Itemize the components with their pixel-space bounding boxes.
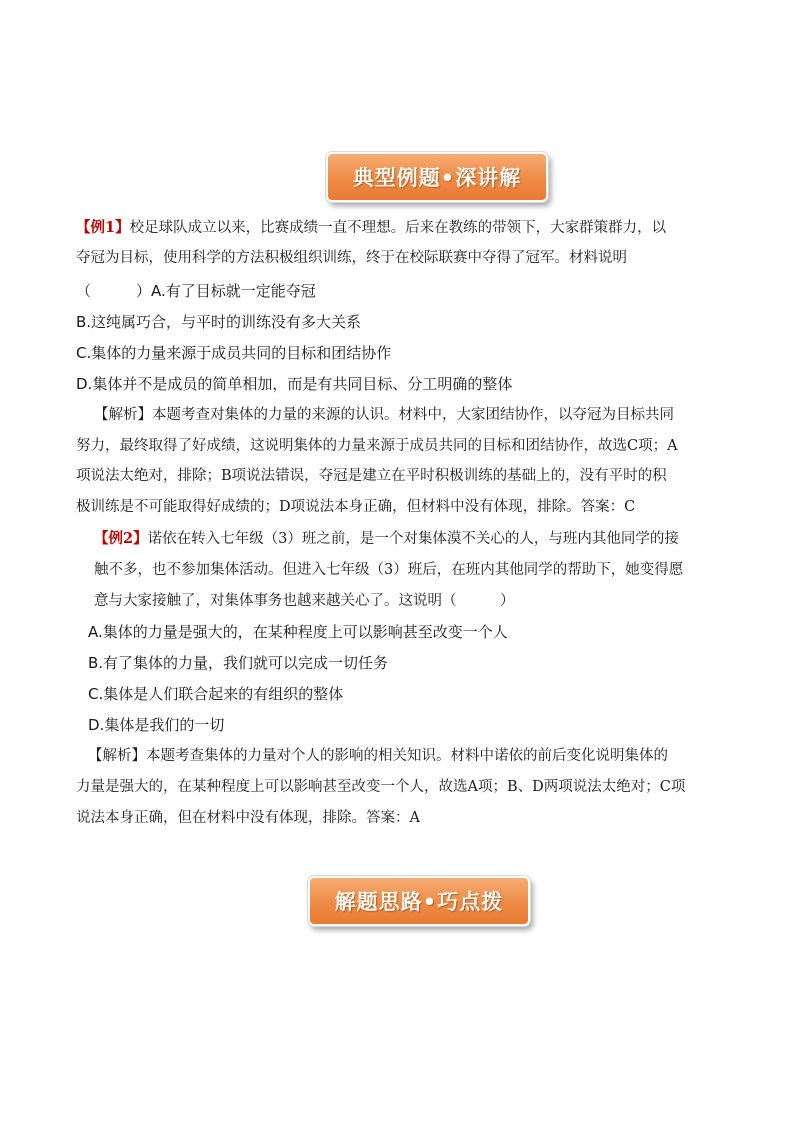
example-1-analysis-tag: 【解析】 (94, 407, 152, 423)
example-1-analysis-line-2: 努力，最终取得了好成绩，这说明集体的力量来源于成员共同的目标和团结协作，故选C项；A (76, 438, 678, 454)
example-2-analysis-text-1: 本题考查集体的力量对个人的影响的相关知识。材料中诺依的前后变化说明集体的 (146, 748, 668, 764)
example-2-tag: 【例2】 (94, 530, 148, 547)
example-2-stem-line-2: 触不多，也不参加集体活动。但进入七年级（3）班后，在班内其他同学的帮助下，她变得愿 (94, 562, 684, 578)
example-1-analysis-line-4: 极训练是不可能取得好成绩的；D项说法本身正确，但材料中没有体现，排除。答案：C (76, 499, 636, 515)
example-1-option-c: C.集体的力量来源于成员共同的目标和团结协作 (76, 344, 392, 362)
example-2-option-b: B.有了集体的力量，我们就可以完成一切任务 (88, 654, 389, 672)
example-1-option-b: B.这纯属巧合，与平时的训练没有多大关系 (76, 313, 362, 331)
example-1-stem-text-1: 校足球队成立以来，比赛成绩一直不理想。后来在教练的带领下，大家群策群力，以 (129, 220, 667, 236)
example-1-tag: 【例1】 (76, 219, 130, 236)
example-2-stem-text-1: 诺依在转入七年级（3）班之前，是一个对集体漠不关心的人，与班内其他同学的接 (147, 531, 679, 547)
example-2-analysis-line-1 (88, 746, 668, 766)
example-1-stem-line-1 (76, 218, 666, 238)
example-1-analysis-line-3: 项说法太绝对，排除；B项说法错误，夺冠是建立在平时积极训练的基础上的，没有平时的积 (76, 468, 667, 484)
example-1-option-d: D.集体并不是成员的简单相加，而是有共同目标、分工明确的整体 (76, 375, 513, 393)
example-1-stem-line-2: 夺冠为目标，使用科学的方法积极组织训练，终于在校际联赛中夺得了冠军。材料说明 (76, 250, 627, 266)
section-banner-tips: 解题思路•巧点拨 (308, 876, 530, 926)
example-2-stem-line-1 (94, 529, 679, 549)
example-1-analysis-line-1 (94, 405, 674, 425)
example-2-analysis-line-2: 力量是强大的，在某种程度上可以影响甚至改变一个人，故选A项；B、D两项说法太绝对；C项 (76, 779, 686, 795)
example-2-option-c: C.集体是人们联合起来的有组织的整体 (88, 685, 344, 703)
section-banner-examples: 典型例题•深讲解 (326, 152, 548, 202)
example-2-option-d: D.集体是我们的一切 (88, 716, 225, 734)
example-2-analysis-line-3: 说法本身正确，但在材料中没有体现，排除。答案：A (76, 810, 420, 826)
example-1-answer-blank: （ ） (76, 282, 152, 300)
example-2-analysis-tag: 【解析】 (88, 748, 146, 764)
example-1-analysis-text-1: 本题考查对集体的力量的来源的认识。材料中，大家团结协作，以夺冠为目标共同 (152, 407, 674, 423)
example-1-option-a-line (76, 281, 316, 301)
example-1-option-a: A.有了目标就一定能夺冠 (151, 282, 316, 300)
example-2-stem-line-3: 意与大家接触了，对集体事务也越来越关心了。这说明（ ） (94, 593, 515, 609)
example-2-option-a: A.集体的力量是强大的，在某种程度上可以影响甚至改变一个人 (88, 623, 508, 641)
